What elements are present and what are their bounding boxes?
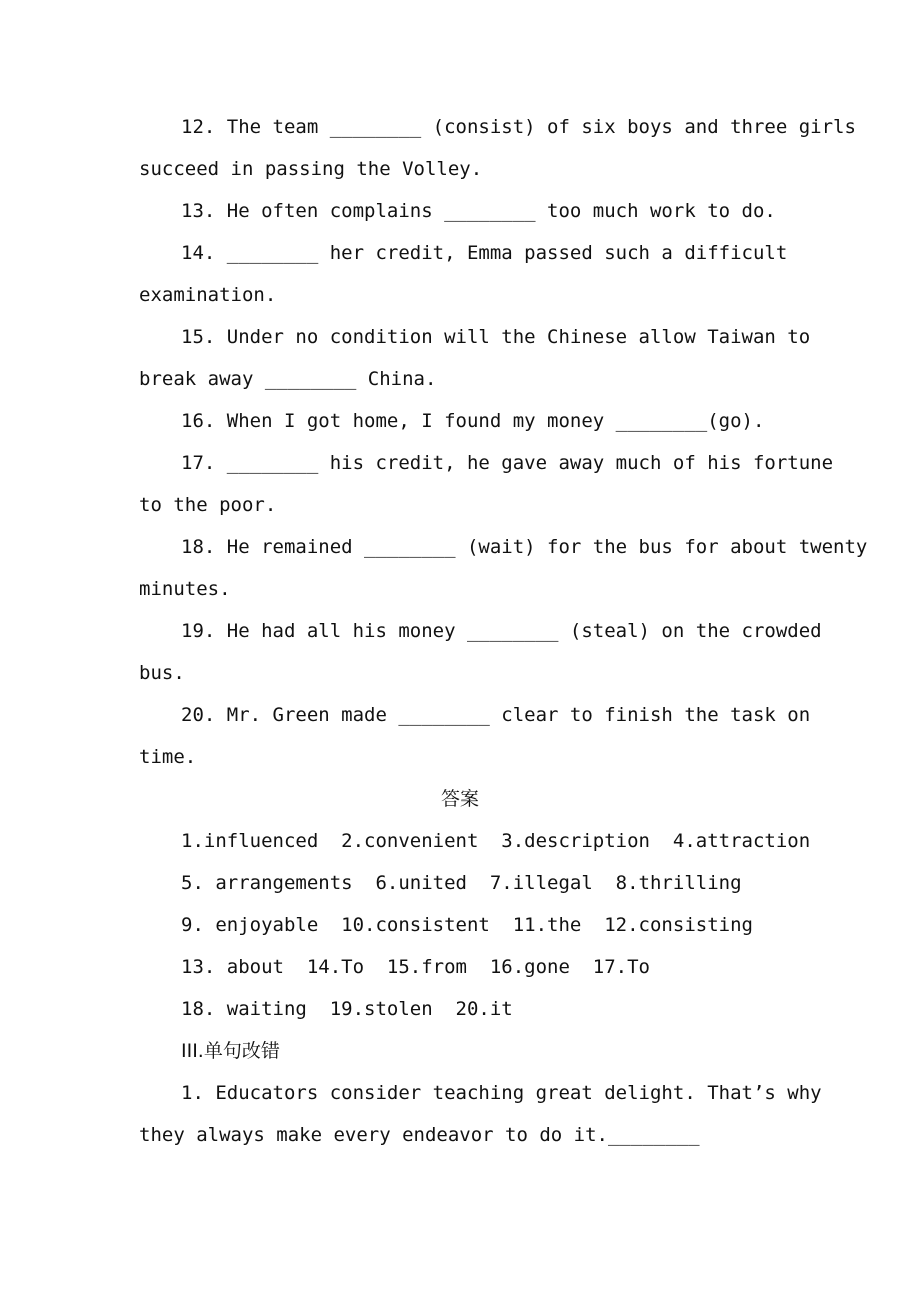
question-15-line-2: break away ________ China.: [139, 368, 437, 390]
question-17-line-1: 17. ________ his credit, he gave away much of his fortune: [181, 452, 834, 474]
question-12-line-1: 12. The team ________ (consist) of six boys and three girls: [181, 116, 856, 138]
answers-row-5: 18. waiting 19.stolen 20.it: [181, 998, 513, 1020]
answers-heading: 答案: [440, 788, 479, 810]
question-19-line-2: bus.: [139, 662, 185, 684]
question-15-line-1: 15. Under no condition will the Chinese allow Taiwan to: [181, 326, 811, 348]
question-14-line-2: examination.: [139, 284, 277, 306]
question-18-line-1: 18. He remained ________ (wait) for the bus for about twenty: [181, 536, 868, 558]
question-19-line-1: 19. He had all his money ________ (steal) on the crowded: [181, 620, 822, 642]
section-3-question-1-line-1: 1. Educators consider teaching great delight. That’s why: [181, 1082, 822, 1104]
section-3-question-1-line-2: they always make every endeavor to do it.________: [139, 1124, 700, 1146]
question-12-line-2: succeed in passing the Volley.: [139, 158, 483, 180]
answers-row-2: 5. arrangements 6.united 7.illegal 8.thrilling: [181, 872, 742, 894]
question-13-line-1: 13. He often complains ________ too much work to do.: [181, 200, 776, 222]
question-16-line-1: 16. When I got home, I found my money ________(go).: [181, 410, 765, 432]
question-20-line-1: 20. Mr. Green made ________ clear to finish the task on: [181, 704, 811, 726]
section-3-heading: III.单句改错: [181, 1040, 280, 1062]
answers-row-3: 9. enjoyable 10.consistent 11.the 12.consisting: [181, 914, 753, 936]
question-18-line-2: minutes.: [139, 578, 231, 600]
answers-row-1: 1.influenced 2.convenient 3.description 4.attraction: [181, 830, 811, 852]
question-17-line-2: to the poor.: [139, 494, 277, 516]
question-20-line-2: time.: [139, 746, 197, 768]
answers-row-4: 13. about 14.To 15.from 16.gone 17.To: [181, 956, 650, 978]
question-14-line-1: 14. ________ her credit, Emma passed such a difficult: [181, 242, 788, 264]
